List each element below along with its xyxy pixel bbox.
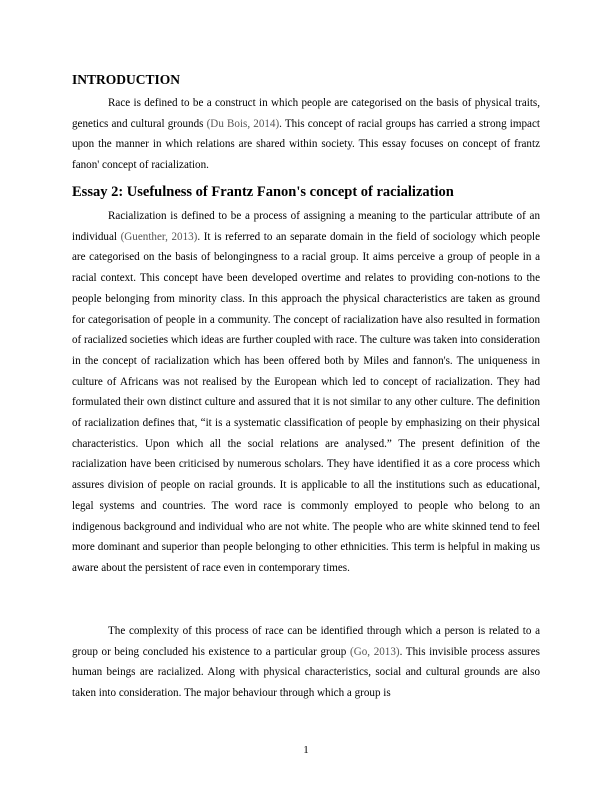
citation-du-bois: (Du Bois, 2014) xyxy=(206,117,280,130)
introduction-heading: INTRODUCTION xyxy=(72,72,181,87)
essay-p1-text-a: Racialization is defined to be a process of assigning a meaning to the particular attribute of an individual xyxy=(72,210,540,243)
citation-guenther: (Guenther, 2013) xyxy=(120,230,198,243)
introduction-paragraph xyxy=(72,93,540,176)
citation-go: (Go, 2013) xyxy=(350,645,400,658)
essay-p1-text-b: . It is referred to an separate domain in the field of sociology which people are categorised on the basis of belongingness to a racial group. It aims perceive a group of people in a racial context. This concept have been developed overtime and relates to providing con-notions to the people belonging from minority class. In this approach the physical characteristics are taken as ground for categorisation of people in a community. The concept of racialization have also resulted in formation of racialized societies which ideas are further coupled with race. The culture was taken into consideration in the concept of racialization which has been offered both by Miles and fannon's. The uniqueness in culture of Africans was not realised by the European which led to concept of racialization. They had formulated their own distinct culture and assured that it is not similar to any other culture. The definition of racialization defines that, “it is a systematic classification of people by emphasizing on their physical characteristics. Upon which all the social relations are analysed.” The present definition of the racialization have been criticised by numerous scholars. They have identified it as a core process which assures division of people on racial grounds. It is applicable to all the institutions such as educational, legal systems and countries. The word race is commonly employed to people who belong to an indigenous background and individual who are not white. The people who are white skinned tend to feel more dominant and superior than people belonging to other ethnicities. This term is helpful in making us aware about the persistent of race even in contemporary times. xyxy=(72,230,541,574)
essay-paragraph-1 xyxy=(72,206,540,579)
intro-text-a: Race is defined to be a construct in which people are categorised on the basis of physical traits, genetics and cultural grounds xyxy=(72,97,540,130)
essay-paragraph-2 xyxy=(72,621,540,704)
essay-p2-text-b: . This invisible process assures human beings are racialized. Along with physical characteristics, social and cultural grounds are also taken into consideration. The major behaviour through which a group is xyxy=(72,645,540,700)
page-number: 1 xyxy=(303,744,309,756)
intro-text-b: . This concept of racial groups has carried a strong impact upon the manner in which relations are shared within society. This essay focuses on concept of frantz fanon' concept of racialization. xyxy=(72,117,540,172)
essay-heading: Essay 2: Usefulness of Frantz Fanon's concept of racialization xyxy=(72,184,454,200)
essay-p2-text-a: The complexity of this process of race can be identified through which a person is related to a group or being concluded his existence to a particular group xyxy=(72,625,540,658)
